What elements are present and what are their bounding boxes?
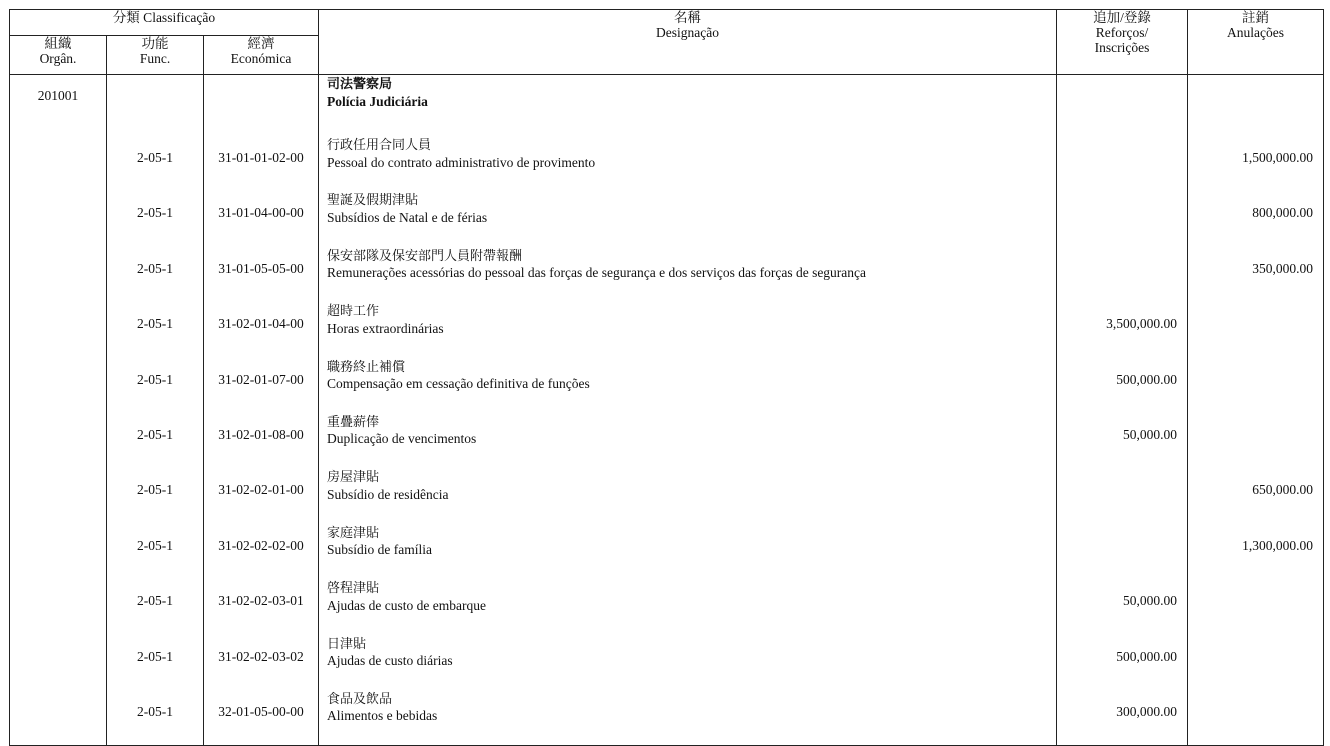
designation-cell [319,413,1057,468]
organ-cell [10,191,107,246]
organ-header-zh: 組織 [44,36,72,51]
reforcos-amount: 300,000.00 [1057,690,1188,746]
table-row [10,524,1324,579]
organ-cell [10,690,107,746]
table-row [10,358,1324,413]
reforcos-amount: 500,000.00 [1057,635,1188,690]
anulacoes-amount [1188,358,1324,413]
designation-pt: Duplicação de vencimentos [327,431,477,447]
reforcos-amount: 500,000.00 [1057,358,1188,413]
reforcos-amount [1057,468,1188,523]
designation-pt: Subsídios de Natal e de férias [327,209,488,225]
reforcos-amount: 50,000.00 [1057,413,1188,468]
econ-code: 31-01-05-05-00 [204,247,319,302]
designation-cell [319,136,1057,191]
reforcos-amount [1057,524,1188,579]
designation-cell [319,247,1057,302]
designation-pt: Ajudas de custo de embarque [327,597,486,613]
designation-pt: Subsídio de residência [327,486,449,502]
organ-name-pt: Polícia Judiciária [327,93,428,109]
anulacoes-amount [1188,579,1324,634]
anulacoes-amount [1188,413,1324,468]
table-row [10,468,1324,523]
func-header [107,36,204,75]
organ-cell [10,468,107,523]
econ-code: 32-01-05-00-00 [204,690,319,746]
func-code: 2-05-1 [107,468,204,523]
func-code: 2-05-1 [107,302,204,357]
designation-zh: 保安部隊及保安部門人員附帶報酬 [327,248,523,264]
designation-cell [319,358,1057,413]
table-row [10,635,1324,690]
econ-code: 31-02-01-08-00 [204,413,319,468]
table-row [10,136,1324,191]
designation-zh: 職務終止補償 [327,359,406,375]
reforcos-amount: 50,000.00 [1057,579,1188,634]
organ-cell [10,413,107,468]
designation-cell [319,579,1057,634]
designation-zh: 食品及飲品 [327,691,393,707]
func-header-zh: 功能 [141,36,169,51]
econ-code: 31-01-04-00-00 [204,191,319,246]
designation-zh: 行政任用合同人員 [327,138,432,153]
reforcos-amount [1057,136,1188,191]
anulacoes-amount: 650,000.00 [1188,468,1324,523]
reforcos-header [1057,10,1188,75]
designation-pt: Ajudas de custo diárias [327,653,453,669]
organ-econ-cell [204,75,319,137]
organ-name-zh: 司法警察局 [327,77,393,92]
designation-zh: 聖誕及假期津貼 [327,193,419,209]
designation-zh: 重疊薪俸 [327,414,380,430]
econ-code: 31-02-02-03-02 [204,635,319,690]
designation-pt: Alimentos e bebidas [327,708,438,724]
organ-cell [10,524,107,579]
designation-zh: 日津貼 [327,636,367,652]
func-code: 2-05-1 [107,524,204,579]
reforcos-header-zh: 追加/登錄 [1093,10,1151,25]
designation-pt: Compensação em cessação definitiva de funções [327,376,590,392]
designation-cell [319,468,1057,523]
table-row [10,579,1324,634]
reforcos-amount [1057,247,1188,302]
organ-anulacoes-cell [1188,75,1324,137]
anulacoes-amount [1188,302,1324,357]
designation-pt: Subsídio de família [327,542,432,558]
func-code: 2-05-1 [107,413,204,468]
reforcos-amount: 3,500,000.00 [1057,302,1188,357]
econ-code: 31-02-02-03-01 [204,579,319,634]
organ-cell [10,635,107,690]
table-row [10,413,1324,468]
organ-row [10,75,1324,137]
econ-code: 31-02-02-01-00 [204,468,319,523]
designation-cell [319,690,1057,746]
designation-zh: 家庭津貼 [327,525,380,541]
designation-pt: Pessoal do contrato administrativo de provimento [327,154,596,170]
func-code: 2-05-1 [107,247,204,302]
table-row [10,191,1324,246]
reforcos-amount [1057,191,1188,246]
table-row [10,302,1324,357]
organ-header [10,36,107,75]
organ-cell [10,136,107,191]
organ-cell [10,579,107,634]
designation-header-pt: Designação [656,25,719,40]
func-code: 2-05-1 [107,579,204,634]
reforcos-header-pt1: Reforços/ [1095,25,1149,40]
econ-header [204,36,319,75]
func-header-pt: Func. [139,51,171,66]
anulacoes-amount: 1,500,000.00 [1188,136,1324,191]
designation-cell [319,524,1057,579]
organ-reforcos-cell [1057,75,1188,137]
anulacoes-header-zh: 註銷 [1242,10,1269,25]
func-code: 2-05-1 [107,358,204,413]
func-code: 2-05-1 [107,136,204,191]
econ-header-pt: Económica [230,51,292,66]
anulacoes-amount [1188,635,1324,690]
econ-code: 31-02-02-02-00 [204,524,319,579]
designation-header-zh: 名稱 [674,10,701,25]
table-row [10,247,1324,302]
organ-name-cell [319,75,1057,137]
organ-cell [10,247,107,302]
econ-header-zh: 經濟 [247,36,275,51]
designation-cell [319,302,1057,357]
func-code: 2-05-1 [107,191,204,246]
anulacoes-header [1188,10,1324,75]
organ-cell [10,358,107,413]
organ-header-pt: Orgân. [39,51,77,66]
organ-cell [10,302,107,357]
anulacoes-amount: 800,000.00 [1188,191,1324,246]
anulacoes-header-pt: Anulações [1227,25,1284,40]
anulacoes-amount [1188,690,1324,746]
table-row [10,690,1324,746]
organ-code: 201001 [10,75,107,137]
organ-func-cell [107,75,204,137]
designation-zh: 超時工作 [327,304,380,320]
econ-code: 31-02-01-04-00 [204,302,319,357]
designation-zh: 房屋津貼 [327,470,380,486]
designation-cell [319,191,1057,246]
func-code: 2-05-1 [107,635,204,690]
designation-pt: Horas extraordinárias [327,320,444,336]
designation-pt: Remunerações acessórias do pessoal das forças de segurança e dos serviços das forças de segurança [327,265,867,281]
budget-table-body [10,75,1324,746]
econ-code: 31-01-01-02-00 [204,136,319,191]
econ-code: 31-02-01-07-00 [204,358,319,413]
designation-zh: 啓程津貼 [327,581,380,597]
func-code: 2-05-1 [107,690,204,746]
anulacoes-amount: 1,300,000.00 [1188,524,1324,579]
anulacoes-amount: 350,000.00 [1188,247,1324,302]
budget-table [9,9,1324,746]
classification-header: 分類 Classificação [10,10,319,36]
reforcos-header-pt2: Inscrições [1094,40,1150,55]
designation-cell [319,635,1057,690]
designation-header [319,10,1057,75]
